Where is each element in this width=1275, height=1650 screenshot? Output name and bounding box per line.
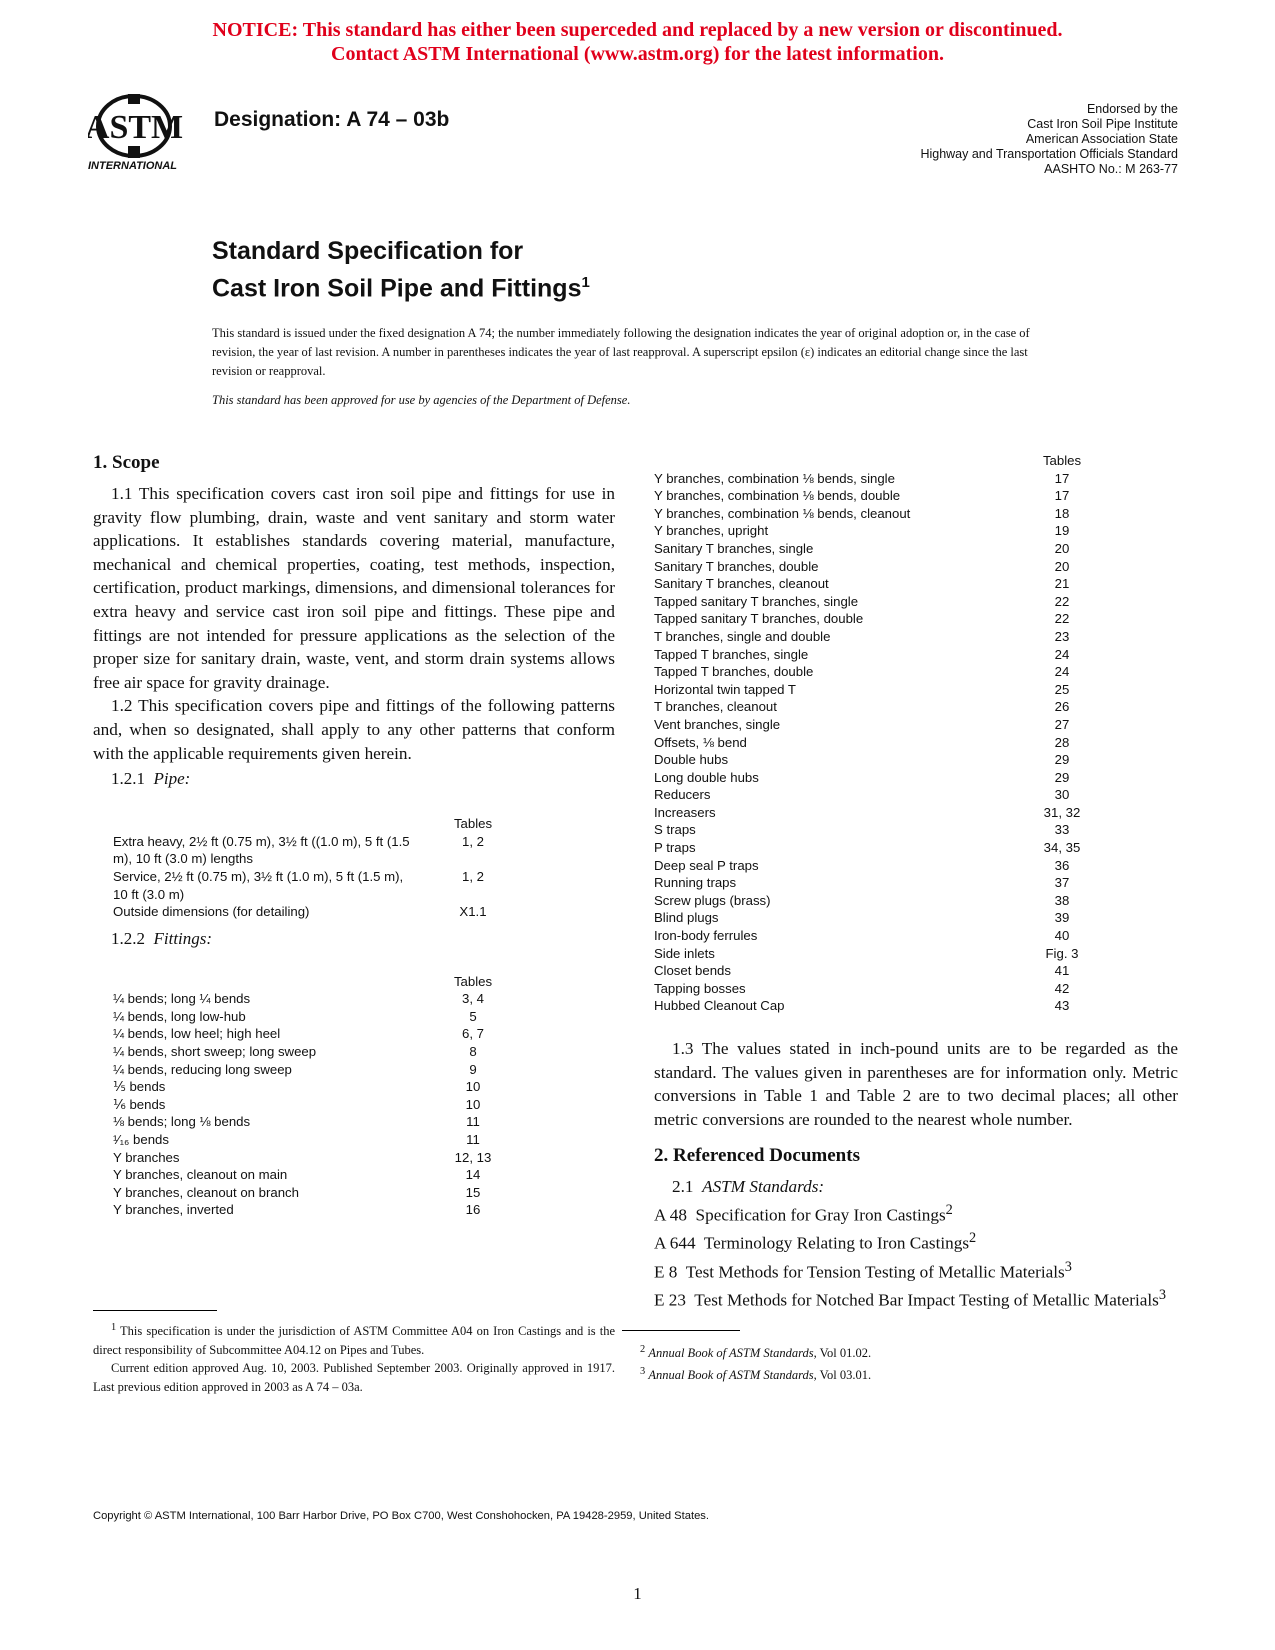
astm-standards-label: ASTM Standards:: [702, 1177, 825, 1197]
pipe-item: Outside dimensions (for detailing): [113, 904, 310, 920]
fitting-table-ref: 40: [1054, 928, 1070, 944]
fitting-item: ¹⁄₁₆ bends: [113, 1132, 169, 1148]
fitting-table-ref: 41: [1054, 963, 1070, 979]
fitting-item: ¼ bends, short sweep; long sweep: [113, 1044, 317, 1060]
referenced-documents-list: [654, 1175, 1178, 1312]
fitting-table-ref: 22: [1054, 611, 1070, 627]
fitting-table-ref: 17: [1054, 470, 1070, 486]
fitting-item: ⅙ bends: [113, 1096, 166, 1112]
footnotes-left: [93, 1310, 615, 1397]
scope-heading: 1. Scope: [93, 452, 160, 473]
footnote-2-mark: 2: [640, 1344, 646, 1355]
tables-column-header: Tables: [453, 816, 493, 832]
fitting-table-ref: 12, 13: [454, 1149, 492, 1165]
astm-standards-number: 2.1: [672, 1177, 694, 1197]
fitting-item: S traps: [654, 822, 696, 838]
title-line-1: Standard Specification for: [212, 237, 524, 265]
left-column: [93, 452, 615, 1219]
footnote-rule: [93, 1310, 217, 1311]
table-row: [654, 470, 1110, 488]
fitting-item: Long double hubs: [654, 769, 759, 785]
fitting-item: Hubbed Cleanout Cap: [654, 998, 785, 1014]
title-line-2: Cast Iron Soil Pipe and Fittings: [212, 274, 582, 303]
fitting-item: Tapped T branches, double: [654, 664, 814, 680]
fitting-item: Y branches, combination ⅛ bends, double: [654, 488, 901, 504]
fitting-item: Closet bends: [654, 963, 731, 979]
table-row: [113, 903, 533, 921]
fitting-table-ref: 20: [1054, 540, 1070, 556]
table-row: [113, 1078, 533, 1096]
table-row: [113, 1096, 533, 1114]
endorsed-line: American Association State: [1025, 132, 1178, 146]
footnote-3-volume: , Vol 03.01.: [813, 1367, 872, 1382]
table-row: [654, 892, 1110, 910]
fitting-item: Y branches, upright: [654, 523, 769, 539]
footnote-1-text: This specification is under the jurisdiction of ASTM Committee A04 on Iron Castings and is the direct responsibility of Subcommittee A04.12 on Pipes and Tubes.: [93, 1324, 615, 1357]
fitting-table-ref: 24: [1054, 646, 1070, 662]
fittings-table-right: [654, 452, 1178, 1015]
endorsed-line: AASHTO No.: M 263-77: [1044, 162, 1178, 176]
pipe-subheading-number: 1.2.1: [111, 769, 145, 789]
endorsed-line: Cast Iron Soil Pipe Institute: [1027, 117, 1178, 131]
fitting-item: Tapped sanitary T branches, double: [654, 611, 864, 627]
reference-footnote-mark: 2: [945, 1201, 953, 1218]
fitting-item: Blind plugs: [654, 910, 719, 926]
fitting-table-ref: 18: [1054, 505, 1070, 521]
fitting-item: Tapped T branches, single: [654, 646, 809, 662]
fittings-subheading: [111, 929, 615, 949]
fitting-item: ⅛ bends; long ⅛ bends: [113, 1114, 251, 1130]
table-row: [654, 628, 1110, 646]
fitting-table-ref: 26: [1054, 699, 1070, 715]
notice-line-1: NOTICE: This standard has either been superceded and replaced by a new version or discontinued.: [212, 19, 1063, 41]
fitting-item: Deep seal P traps: [654, 857, 759, 873]
table-row: [113, 868, 533, 903]
fitting-table-ref: 24: [1054, 664, 1070, 680]
fitting-item: Sanitary T branches, double: [654, 558, 819, 574]
designation: Designation: A 74 – 03b: [214, 108, 450, 131]
footnote-1-mark: 1: [111, 1322, 117, 1333]
reference-code: E 23: [654, 1290, 686, 1310]
footnote-rule: [622, 1330, 740, 1331]
fitting-item: Double hubs: [654, 752, 729, 768]
table-row: [654, 786, 1110, 804]
fitting-table-ref: 10: [465, 1096, 481, 1112]
table-row: [113, 1184, 533, 1202]
tables-column-header: Tables: [1042, 453, 1082, 468]
fitting-table-ref: 8: [469, 1044, 477, 1060]
fitting-item: P traps: [654, 840, 696, 856]
table-row: [113, 1166, 533, 1184]
table-row: [113, 1025, 533, 1043]
fitting-item: Tapped sanitary T branches, single: [654, 593, 859, 609]
fitting-table-ref: 29: [1054, 769, 1070, 785]
pipe-item: Extra heavy, 2½ ft (0.75 m), 3½ ft ((1.0 m), 5 ft (1.5 m), 10 ft (3.0 m) lengths: [113, 833, 410, 867]
fitting-table-ref: 43: [1054, 998, 1070, 1014]
footnotes-right: [622, 1330, 1144, 1385]
footnote-2-volume: , Vol 01.02.: [813, 1346, 872, 1361]
table-row: [654, 558, 1110, 576]
fitting-item: Running traps: [654, 875, 737, 891]
fitting-item: Side inlets: [654, 945, 715, 961]
reference-footnote-mark: 3: [1064, 1258, 1072, 1275]
fitting-item: Iron-body ferrules: [654, 928, 758, 944]
endorsement-block: [920, 102, 1178, 177]
paragraph-1-3: 1.3 The values stated in inch-pound units are to be regarded as the standard. The values given in parentheses are for information only. Metric conversions in Table 1 and Table 2 are to two decimal places; all other metric conversions are rounded to the nearest whole number.: [654, 1039, 1178, 1129]
fitting-table-ref: 20: [1054, 558, 1070, 574]
notice-line-2: Contact ASTM International (www.astm.org) for the latest information.: [331, 43, 944, 65]
supersede-notice: [0, 18, 1275, 66]
table-row: [654, 698, 1110, 716]
table-row: [654, 610, 1110, 628]
reference-code: A 644: [654, 1234, 696, 1254]
table-row: [654, 734, 1110, 752]
fitting-item: ¼ bends, long low-hub: [113, 1008, 246, 1024]
fitting-table-ref: 39: [1054, 910, 1070, 926]
fitting-item: ¼ bends, low heel; high heel: [113, 1026, 281, 1042]
document-title: [212, 236, 590, 304]
footnote-3-book: Annual Book of ASTM Standards: [648, 1367, 814, 1382]
fitting-table-ref: 31, 32: [1043, 804, 1081, 820]
fitting-table-ref: 27: [1054, 716, 1070, 732]
table-row: [113, 1008, 533, 1026]
fitting-table-ref: 25: [1054, 681, 1070, 697]
fitting-table-ref: 14: [465, 1167, 481, 1183]
fitting-item: Vent branches, single: [654, 716, 781, 732]
fitting-item: ⅕ bends: [113, 1079, 166, 1095]
fitting-table-ref: Fig. 3: [1045, 945, 1079, 961]
table-row: [654, 540, 1110, 558]
table-row: [654, 927, 1110, 945]
fitting-item: Y branches, cleanout on main: [113, 1167, 288, 1183]
footnote-1: [93, 1319, 615, 1359]
pipe-table-ref: X1.1: [459, 904, 487, 920]
pipe-item: Service, 2½ ft (0.75 m), 3½ ft (1.0 m), 5 ft (1.5 m), 10 ft (3.0 m): [113, 868, 404, 902]
reference-title: Test Methods for Notched Bar Impact Testing of Metallic Materials: [694, 1290, 1159, 1310]
reference-item: [654, 1256, 1178, 1284]
fitting-item: T branches, single and double: [654, 628, 831, 644]
table-row: [654, 857, 1110, 875]
fitting-table-ref: 30: [1054, 787, 1070, 803]
fitting-table-ref: 38: [1054, 892, 1070, 908]
table-row: [654, 575, 1110, 593]
reference-item: [654, 1199, 1178, 1227]
table-row: [654, 945, 1110, 963]
right-column: [654, 452, 1178, 1312]
table-row: [113, 1043, 533, 1061]
fitting-table-ref: 11: [466, 1132, 480, 1148]
fitting-table-ref: 5: [469, 1008, 477, 1024]
dod-note: This standard has been approved for use by agencies of the Department of Defense.: [212, 393, 631, 407]
pipe-subheading-label: Pipe:: [153, 769, 191, 789]
fitting-item: Horizontal twin tapped T: [654, 681, 796, 697]
reference-title: Specification for Gray Iron Castings: [695, 1205, 946, 1225]
fitting-table-ref: 34, 35: [1043, 840, 1081, 856]
pipe-table: [113, 815, 615, 921]
fitting-table-ref: 23: [1054, 628, 1070, 644]
fitting-item: Y branches, combination ⅛ bends, single: [654, 470, 895, 486]
table-row: [654, 681, 1110, 699]
fitting-table-ref: 42: [1054, 980, 1070, 996]
pipe-table-ref: 1, 2: [462, 833, 484, 849]
reference-footnote-mark: 3: [1158, 1286, 1167, 1303]
fitting-table-ref: 29: [1054, 752, 1070, 768]
fitting-table-ref: 15: [465, 1184, 481, 1200]
referenced-documents-heading: 2. Referenced Documents: [654, 1145, 860, 1167]
fitting-item: ¼ bends, reducing long sweep: [113, 1061, 292, 1077]
fitting-item: Y branches, cleanout on branch: [113, 1184, 299, 1200]
table-row: [654, 874, 1110, 892]
fitting-table-ref: 21: [1054, 576, 1070, 592]
table-row: [654, 980, 1110, 998]
paragraph-1-1: 1.1 This specification covers cast iron soil pipe and fittings for use in gravity flow plumbing, drain, waste and vent sanitary and storm water applications. It establishes standards covering material, manufacture, mechanical and chemical properties, coating, test methods, inspection, certification, product markings, dimensions, and dimensional tolerances for extra heavy and service cast iron soil pipe and fittings. These pipe and fittings are not intended for pressure applications as the selection of the proper size for sanitary drain, waste, vent, and storm drain systems allows free air space for gravity drainage.: [93, 484, 615, 692]
footnote-3: [622, 1363, 1144, 1385]
title-footnote-mark: 1: [581, 274, 590, 291]
reference-code: A 48: [654, 1205, 687, 1225]
table-row: [113, 1113, 533, 1131]
issued-note: This standard is issued under the fixed designation A 74; the number immediately following the designation indicates the year of original adoption or, in the case of revision, the year of last revision. A number in parentheses indicates the year of last reapproval. A superscript epsilon (ε) indicates an editorial change since the last revision or reapproval.: [212, 326, 1030, 378]
fitting-item: T branches, cleanout: [654, 699, 777, 715]
table-row: [113, 1149, 533, 1167]
fitting-item: Screw plugs (brass): [654, 892, 771, 908]
table-row: [654, 804, 1110, 822]
table-row: [654, 505, 1110, 523]
fitting-item: Y branches, combination ⅛ bends, cleanout: [654, 505, 911, 521]
fitting-table-ref: 22: [1054, 593, 1070, 609]
pipe-table-ref: 1, 2: [462, 868, 484, 884]
logo-international-label: INTERNATIONAL: [88, 160, 178, 172]
page-number: 1: [633, 1584, 642, 1603]
table-row: [113, 990, 533, 1008]
fitting-table-ref: 19: [1054, 523, 1070, 539]
table-row: [654, 821, 1110, 839]
astm-standards-subheading: [672, 1175, 1178, 1199]
table-row: [654, 593, 1110, 611]
reference-title: Test Methods for Tension Testing of Metallic Materials: [685, 1262, 1065, 1282]
pipe-subheading: [111, 769, 615, 789]
tables-column-header: Tables: [453, 973, 493, 989]
reference-item: [654, 1284, 1178, 1312]
fitting-item: Y branches: [113, 1149, 180, 1165]
fitting-table-ref: 10: [465, 1079, 481, 1095]
fitting-table-ref: 28: [1054, 734, 1070, 750]
fitting-table-ref: 17: [1054, 488, 1070, 504]
table-row: [654, 909, 1110, 927]
fitting-item: Tapping bosses: [654, 980, 746, 996]
table-row: [654, 839, 1110, 857]
fitting-item: Sanitary T branches, single: [654, 540, 814, 556]
fitting-table-ref: 36: [1054, 857, 1070, 873]
fitting-table-ref: 9: [469, 1061, 477, 1077]
table-row: [654, 997, 1110, 1015]
table-row: [654, 487, 1110, 505]
reference-footnote-mark: 2: [969, 1230, 977, 1247]
reference-code: E 8: [654, 1262, 678, 1282]
endorsed-line: Endorsed by the: [1086, 102, 1178, 116]
table-row: [654, 646, 1110, 664]
table-row: [113, 1131, 533, 1149]
fitting-table-ref: 16: [465, 1202, 481, 1218]
reference-title: Terminology Relating to Iron Castings: [703, 1234, 970, 1254]
fittings-subheading-label: Fittings:: [153, 928, 213, 948]
fitting-table-ref: 6, 7: [462, 1026, 484, 1042]
paragraph-1-2: 1.2 This specification covers pipe and fittings of the following patterns and, when so designated, shall apply to any other patterns that conform with the applicable requirements given herein.: [93, 696, 615, 763]
footnote-3-mark: 3: [640, 1365, 646, 1377]
astm-logo: [88, 88, 200, 180]
copyright-line: Copyright © ASTM International, 100 Barr Harbor Drive, PO Box C700, West Conshohocken, PA 19428-2959, United States.: [93, 1510, 709, 1522]
table-row: [654, 962, 1110, 980]
fitting-item: Sanitary T branches, cleanout: [654, 576, 829, 592]
fitting-item: Increasers: [654, 804, 716, 820]
table-row: [654, 769, 1110, 787]
fittings-subheading-number: 1.2.2: [111, 928, 145, 948]
table-row: [113, 1061, 533, 1079]
footnote-1b-text: Current edition approved Aug. 10, 2003. Published September 2003. Originally approved in 1917. Last previous edition approved in 2003 as A 74 – 03a.: [93, 1361, 615, 1394]
svg-text:ASTM: ASTM: [88, 109, 184, 146]
table-row: [654, 663, 1110, 681]
endorsed-line: Highway and Transportation Officials Standard: [920, 147, 1178, 161]
fitting-item: Offsets, ⅛ bend: [654, 734, 747, 750]
fitting-table-ref: 37: [1054, 875, 1070, 891]
table-row: [113, 833, 533, 868]
footnote-2-book: Annual Book of ASTM Standards: [648, 1346, 814, 1361]
table-row: [654, 716, 1110, 734]
fittings-table-left: [113, 973, 615, 1219]
fitting-item: Reducers: [654, 787, 711, 803]
table-row: [654, 522, 1110, 540]
footnote-2: [622, 1341, 1144, 1363]
fitting-table-ref: 3, 4: [462, 991, 484, 1007]
reference-item: [654, 1227, 1178, 1255]
fitting-item: Y branches, inverted: [113, 1202, 234, 1218]
fitting-table-ref: 33: [1054, 822, 1070, 838]
fitting-table-ref: 11: [466, 1114, 480, 1130]
table-row: [654, 751, 1110, 769]
fitting-item: ¼ bends; long ¼ bends: [113, 991, 251, 1007]
table-row: [113, 1201, 533, 1219]
